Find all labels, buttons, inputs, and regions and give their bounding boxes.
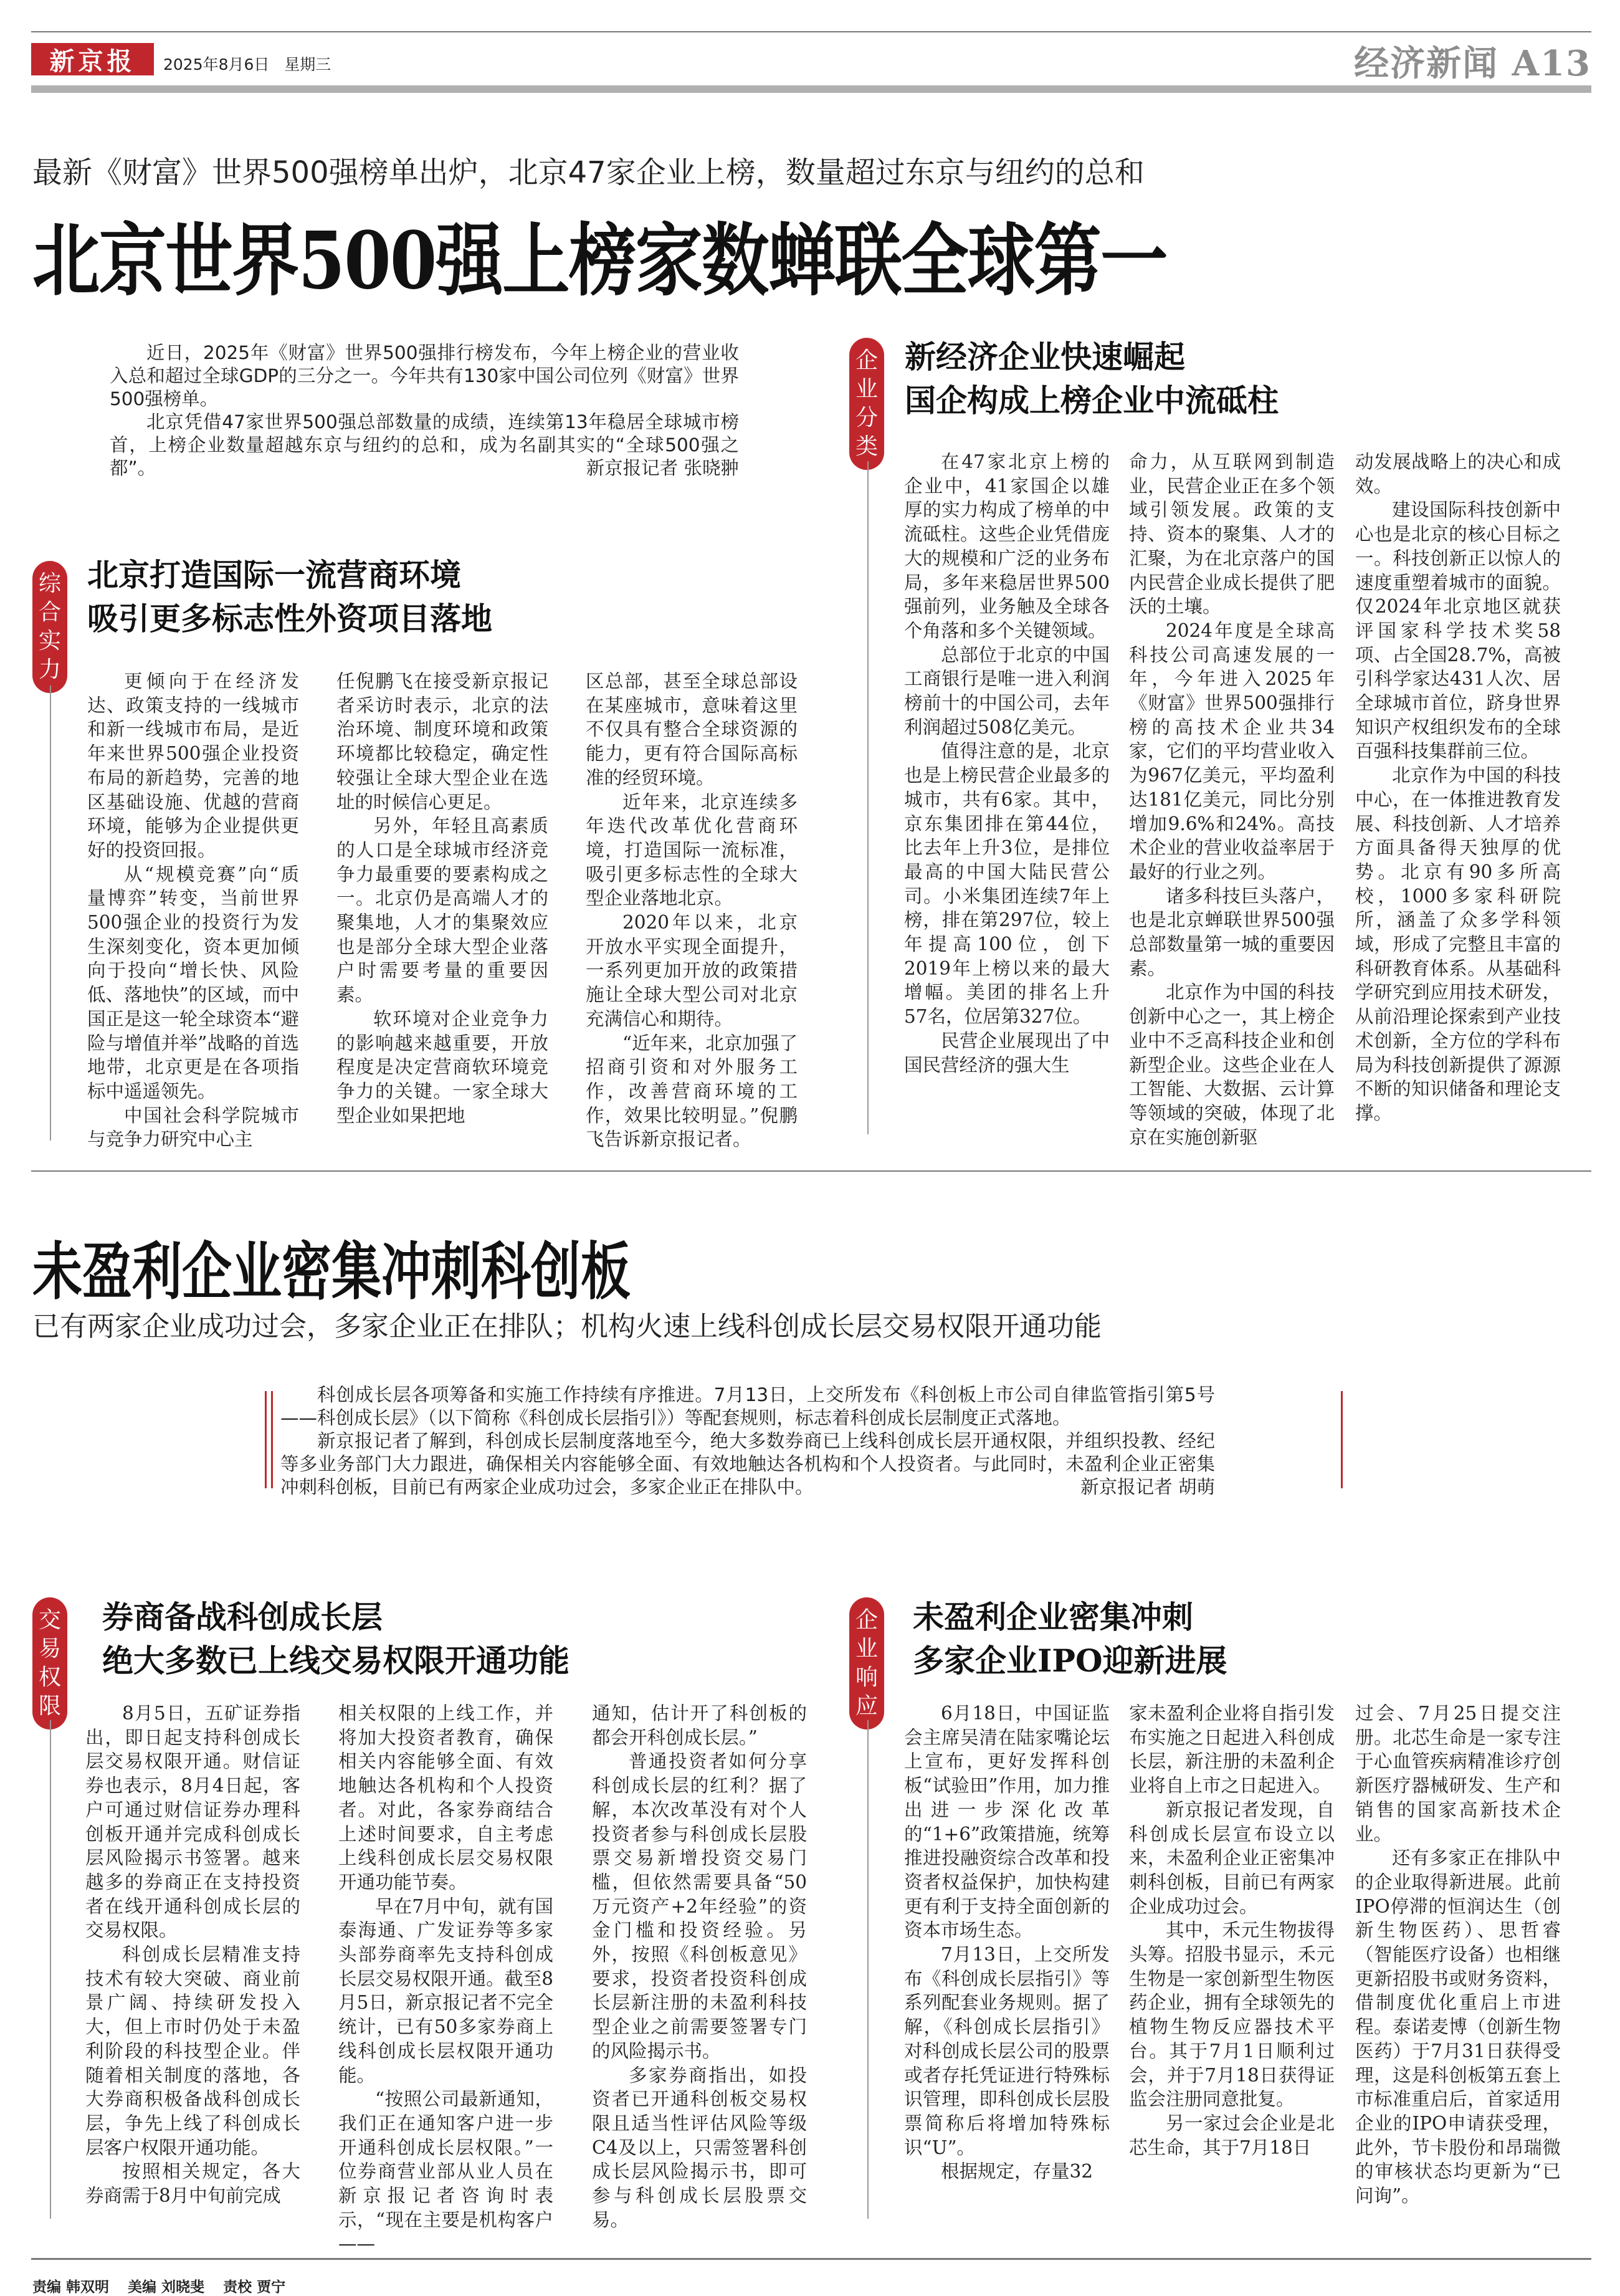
page-credits — [32, 2275, 299, 2296]
section-divider — [50, 1720, 51, 2219]
reporter-byline: 新京报记者 胡萌 — [1080, 1476, 1215, 1498]
lead-red-bar-right — [1341, 1391, 1343, 1488]
paragraph: 2020年以来，北京开放水平实现全面提升，一系列更加开放的政策措施让全球大型公司对北京充满信心和期待。 — [586, 912, 798, 1030]
story2-lead — [280, 1384, 1215, 1499]
paragraph: 任倪鹏飞在接受新京报记者采访时表示，北京的法治环境、制度环境和政策环境都比较稳定，确定性较强让全球大型企业在选址的时候信心更足。 — [336, 671, 548, 813]
paragraph: 另外，年轻且高素质的人口是全球城市经济竞争力最重要的要素构成之一。北京仍是高端人才的聚集地，人才的集聚效应也是部分全球大型企业落户时需要考量的重要因素。 — [336, 815, 548, 1006]
paragraph: 中国社会科学院城市与竞争力研究中心主 — [87, 1104, 299, 1150]
paragraph: 诸多科技巨头落户，也是北京蝉联世界500强总部数量第一城的重要因素。 — [1129, 885, 1335, 979]
paragraph: 多家券商指出，如投资者已开通科创板交易权限且适当性评估风险等级C4及以上，只需签署科创成长层风险揭示书，即可参与科创成长层股票交易。 — [592, 2064, 807, 2231]
title-line: 新经济企业快速崛起 — [905, 338, 1185, 375]
title-line: 绝大多数已上线交易权限开通功能 — [102, 1642, 569, 1679]
page-number: A13 — [1512, 43, 1591, 84]
editor-credit: 责编 韩双明 — [32, 2279, 110, 2295]
title-line: 券商备战科创成长层 — [102, 1599, 383, 1635]
paragraph: 软环境对企业竞争力的影响越来越重要，开放程度是决定营商软环境竞争力的关键。一家全球大型企业如果把地 — [336, 1008, 548, 1126]
paragraph: 通知，估计开了科创板的都会开科创成长层。” — [592, 1703, 807, 1748]
lead-paragraph: 科创成长层各项筹备和实施工作持续有序推进。7月13日，上交所发布《科创板上市公司自律监管指引第5号——科创成长层》（以下简称《科创成长层指引》）等配套规则，标志着科创成长层制度正式落地。 — [280, 1384, 1215, 1428]
paragraph: 过会、7月25日提交注册。北芯生命是一家专注于心血管疾病精准诊疗创新医疗器械研发、生产和销售的国家高新技术企业。 — [1355, 1703, 1561, 1845]
section-b-title — [905, 335, 1279, 423]
story1-kicker: 最新《财富》世界500强榜单出炉，北京47家企业上榜，数量超过东京与纽约的总和 — [32, 155, 1145, 190]
section-badge-trading-permission: 交易权限 — [32, 1597, 67, 1729]
paragraph: 值得注意的是，北京也是上榜民营企业最多的城市，共有6家。其中，京东集团排在第44位，比去年上升3位，是排位最高的中国大陆民营公司。小米集团连续7年上榜，排在第297位，较上年提高100位，创下2019年上榜以来的最大增幅。美团的排名上升57名，位居第327位。 — [904, 740, 1110, 1028]
section-b-column-3 — [1355, 450, 1561, 1126]
section-a-title — [87, 553, 492, 641]
paragraph: 区总部，甚至全球总部设在某座城市，意味着这里不仅具有整合全球资源的能力，更有符合国际高标准的经贸环境。 — [586, 671, 798, 788]
paragraph: 还有多家正在排队中的企业取得新进展。此前IPO停滞的恒润达生（创新生物医药）、思哲睿（智能医疗设备）也相继更新招股书或财务资料，借制度优化重启上市进程。泰诺麦博（创新生物医药）于7月31日获得受理，这是科创板第五套上市标准重启后，首家适用企业的IPO申请获受理，此外，节卡股份和昂瑞微的审核状态均更新为“已问询”。 — [1355, 1847, 1561, 2207]
paragraph: 动发展战略上的决心和成效。 — [1355, 451, 1561, 497]
paragraph: 北京作为中国的科技中心，在一体推进教育发展、科技创新、人才培养方面具备得天独厚的优势。北京有90多所高校，1000多家科研院所，涵盖了众多学科领域，形成了完整且丰富的科研教育体系。从基础科学研究到应用技术研发，从前沿理论探索到产业技术创新，全方位的学科布局为科技创新提供了源源不断的知识储备和理论支撑。 — [1355, 765, 1561, 1124]
section-c-column-1 — [85, 1701, 300, 2208]
lead-paragraph — [280, 1430, 1215, 1499]
paragraph: 早在7月中旬，就有国泰海通、广发证券等多家头部券商率先支持科创成长层交易权限开通。截至8月5日，新京报记者不完全统计，已有50多家券商上线科创成长层权限开通功能。 — [338, 1895, 553, 2086]
paragraph: “按照公司最新通知，我们正在通知客户进一步开通科创成长层权限。”一位券商营业部从业人员在新京报记者咨询时表示，“现在主要是机构客户—— — [338, 2088, 553, 2255]
section-badge-enterprise-category: 企业分类 — [849, 338, 884, 470]
issue-date — [163, 52, 331, 75]
title-line: 国企构成上榜企业中流砥柱 — [905, 382, 1279, 419]
section-d-column-1 — [904, 1701, 1110, 2184]
paragraph: 家未盈利企业将自指引发布实施之日起进入科创成长层，新注册的未盈利企业将自上市之日起进入。 — [1129, 1703, 1335, 1797]
section-b-column-1 — [904, 450, 1110, 1077]
paragraph: 按照相关规定，各大券商需于8月中旬前完成 — [85, 2161, 300, 2207]
section-badge-comprehensive-strength: 综合实力 — [32, 561, 67, 693]
section-d-column-2 — [1129, 1701, 1335, 2160]
paragraph: 7月13日，上交所发布《科创成长层指引》等系列配套业务规则。据了解，《科创成长层指引》对科创成长层公司的股票或者存托凭证进行特殊标识管理，即科创成长层股票简称后将增加特殊标识“U”。 — [904, 1944, 1110, 2158]
section-c-title — [102, 1595, 569, 1683]
paragraph: 建设国际科技创新中心也是北京的核心目标之一。科技创新正以惊人的速度重塑着城市的面貌。仅2024年北京地区就获评国家科学技术奖58项、占全国28.7%，高被引科学家达431人次、居全球城市首位，跻身世界知识产权组织发布的全球百强科技集群前三位。 — [1355, 499, 1561, 762]
masthead-bottom-rule — [31, 85, 1591, 93]
story1-headline: 北京世界500强上榜家数蝉联全球第一 — [32, 214, 1167, 307]
section-a-column-1 — [87, 669, 299, 1152]
section-a-column-2 — [336, 669, 548, 1127]
title-line: 未盈利企业密集冲刺 — [913, 1599, 1193, 1635]
date-text: 2025年8月6日 — [163, 55, 270, 74]
title-line: 多家企业IPO迎新进展 — [913, 1642, 1227, 1679]
section-name: 经济新闻 — [1354, 44, 1499, 84]
lead-text: 新京报记者了解到，科创成长层制度落地至今，绝大多数券商已上线科创成长层开通权限，并组织投教、经纪等多业务部门大力跟进，确保相关内容能够全面、有效地触达各机构和个人投资者。与此同时，未盈利企业正密集冲刺科创板，目前已有两家企业成功过会，多家企业正在排队中。 — [280, 1430, 1215, 1498]
paragraph: 从“规模竞赛”向“质量博弈”转变，当前世界500强企业的投资行为发生深刻变化，资本更加倾向于投向“增长快、风险低、落地快”的区域，而中国正是这一轮全球资本“避险与增值并举”战略的首选地带，北京更是在各项指标中遥遥领先。 — [87, 863, 299, 1102]
paragraph: 近年来，北京连续多年迭代改革优化营商环境，打造国际一流标准，吸引更多标志性的全球大型企业落地北京。 — [586, 791, 798, 909]
page-section-label — [1354, 36, 1591, 86]
story-divider — [31, 1170, 1591, 1172]
designer-credit: 美编 刘晓斐 — [128, 2279, 205, 2295]
paragraph: 根据规定，存量32 — [941, 2161, 1094, 2183]
reporter-byline: 新京报记者 张晓翀 — [586, 457, 739, 479]
title-line: 北京打造国际一流营商环境 — [87, 557, 461, 593]
paragraph: 更倾向于在经济发达、政策支持的一线城市和新一线城市布局，是近年来世界500强企业投资布局的新趋势，完善的地区基础设施、优越的营商环境，能够为企业提供更好的投资回报。 — [87, 671, 299, 861]
section-divider — [867, 1720, 869, 2219]
masthead-top-rule — [31, 31, 1591, 32]
paragraph: 在47家北京上榜的企业中，41家国企以雄厚的实力构成了榜单的中流砥柱。这些企业凭借庞大的规模和广泛的业务布局，多年来稳居世界500强前列，业务触及全球各个角落和多个关键领域。 — [904, 451, 1110, 641]
paragraph: 其中，禾元生物拔得头筹。招股书显示，禾元生物是一家创新型生物医药企业，拥有全球领先的植物生物反应器技术平台。其于7月1日顺利过会，并于7月18日获得证监会注册同意批复。 — [1129, 1920, 1335, 2110]
weekday-text: 星期三 — [284, 55, 331, 74]
lead-paragraph: 近日，2025年《财富》世界500强排行榜发布，今年上榜企业的营业收入总和超过全球GDP的三分之一。今年共有130家中国公司位列《财富》世界500强榜单。 — [110, 342, 739, 409]
section-d-column-3 — [1355, 1701, 1561, 2208]
section-badge-enterprise-response: 企业响应 — [849, 1597, 884, 1729]
paragraph: 相关权限的上线工作，并将加大投资者教育，确保相关内容能够全面、有效地触达各机构和个人投资者。对此，各家券商结合上述时间要求，自主考虑上线科创成长层交易权限开通功能节奏。 — [338, 1703, 553, 1893]
paragraph: 2024年度是全球高科技公司高速发展的一年，今年进入2025年《财富》世界500强排行榜的高技术企业共34家，它们的平均营业收入为967亿美元，平均盈利达181亿美元，同比分别增加9.6%和24%。高技术企业的营业收益率居于最好的行业之列。 — [1129, 619, 1335, 883]
lead-red-bar-left — [271, 1391, 273, 1488]
lead-red-bar-left — [265, 1391, 267, 1488]
paragraph: 8月5日，五矿证券指出，即日起支持科创成长层交易权限开通。财信证券也表示，8月4日起，客户可通过财信证券办理科创板开通并完成科创成长层风险揭示书签署。越来越多的券商正在支持投资者在线开通科创成长层的交易权限。 — [85, 1703, 300, 1941]
lead-text: 北京凭借47家世界500强总部数量的成绩，连续第13年稳居全球城市榜首，上榜企业数量超越东京与纽约的总和，成为名副其实的“全球500强之都”。 — [110, 411, 739, 479]
paragraph: 民营企业展现出了中国民营经济的强大生 — [904, 1030, 1110, 1076]
paragraph: 科创成长层精准支持技术有较大突破、商业前景广阔、持续研发投入大，但上市时仍处于未盈利阶段的科技型企业。伴随着相关制度的落地，各大券商积极备战科创成长层，争先上线了科创成长层客户权限开通功能。 — [85, 1944, 300, 2158]
paragraph: 新京报记者发现，自科创成长层宣布设立以来，未盈利企业正密集冲刺科创板，目前已有两家企业成功过会。 — [1129, 1799, 1335, 1917]
paragraph: 另一家过会企业是北芯生命，其于7月18日 — [1129, 2112, 1335, 2158]
story2-headline: 未盈利企业密集冲刺科创板 — [32, 1235, 631, 1308]
paragraph: “近年来，北京加强了招商引资和对外服务工作，改善营商环境的工作，效果比较明显。”倪鹏飞告诉新京报记者。 — [586, 1032, 798, 1150]
paragraph: 6月18日，中国证监会主席吴清在陆家嘴论坛上宣布，更好发挥科创板“试验田”作用，加力推出进一步深化改革的“1+6”政策措施，统筹推进投融资综合改革和投资者权益保护，加快构建更有利于支持全面创新的资本市场生态。 — [904, 1703, 1110, 1941]
paragraph: 北京作为中国的科技创新中心之一，其上榜企业中不乏高科技企业和创新型企业。这些企业在人工智能、大数据、云计算等领域的突破，体现了北京在实施创新驱 — [1129, 982, 1335, 1148]
section-divider — [867, 461, 869, 1134]
section-a-column-3 — [586, 669, 798, 1152]
section-c-column-3 — [592, 1701, 807, 2232]
proofreader-credit: 责校 贾宁 — [223, 2279, 286, 2295]
title-line: 吸引更多标志性外资项目落地 — [87, 600, 492, 637]
lead-paragraph — [110, 411, 739, 480]
newspaper-logo: 新京报 — [31, 43, 154, 75]
section-b-column-2 — [1129, 450, 1335, 1149]
footer-rule — [31, 2258, 1591, 2260]
paragraph: 命力，从互联网到制造业，民营企业正在多个领域引领发展。政策的支持、资本的聚集、人才的汇聚，为在北京落户的国内民营企业成长提供了肥沃的土壤。 — [1129, 451, 1335, 618]
section-divider — [50, 686, 51, 1141]
paragraph: 普通投资者如何分享科创成长层的红利？据了解，本次改革没有对个人投资者参与科创成长层股票交易新增投资交易门槛，但依然需要具备“50万元资产+2年经验”的资金门槛和投资经验。另外，按照《科创板意见》要求，投资者投资科创成长层新注册的未盈利科技型企业之前需要签署专门的风险揭示书。 — [592, 1751, 807, 2062]
section-d-title — [913, 1595, 1227, 1683]
story1-lead — [110, 342, 739, 480]
story2-kicker: 已有两家企业成功过会，多家企业正在排队；机构火速上线科创成长层交易权限开通功能 — [32, 1311, 1102, 1342]
section-c-column-2 — [338, 1701, 553, 2256]
paragraph: 总部位于北京的中国工商银行是唯一进入利润榜前十的中国公司，去年利润超过508亿美元。 — [904, 644, 1110, 738]
